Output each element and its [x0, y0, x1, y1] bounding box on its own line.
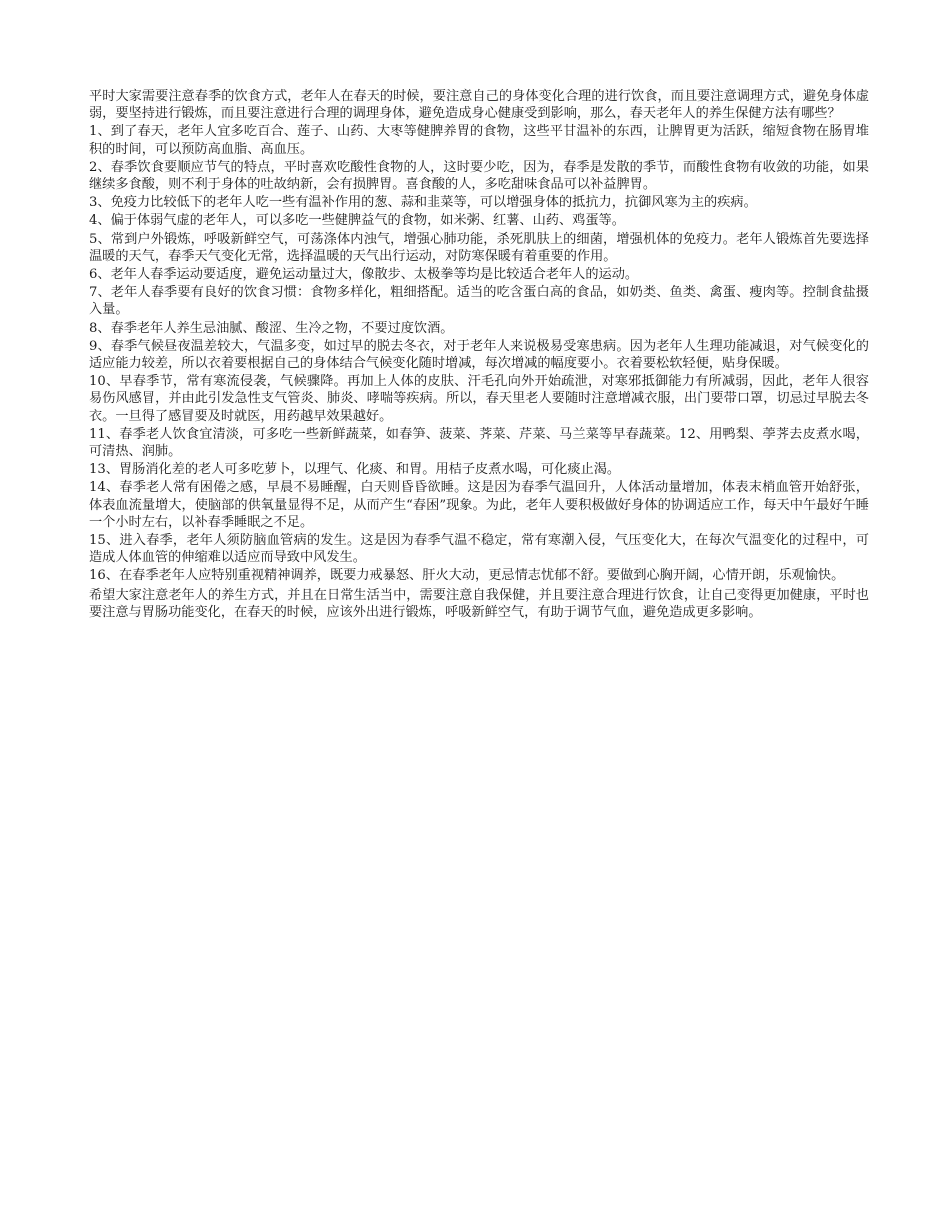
list-item-16: 16、在春季老年人应特别重视精神调养，既要力戒暴怒、肝火大动，更忌情志忧郁不舒。要做到心胸开阔，心情开朗，乐观愉快。	[89, 568, 845, 584]
list-item-4: 4、偏于体弱气虚的老年人，可以多吃一些健脾益气的食物，如米粥、红薯、山药、鸡蛋等。	[89, 213, 625, 229]
list-item-7: 7、老年人春季要有良好的饮食习惯：食物多样化，粗细搭配。适当的吃含蛋白高的食品，如奶类、鱼类、禽蛋、瘦肉等。控制食盐摄入量。	[89, 285, 869, 318]
list-item-8: 8、春季老年人养生忌油腻、酸涩、生冷之物，不要过度饮酒。	[89, 320, 454, 336]
closing-paragraph: 希望大家注意老年人的养生方式，并且在日常生活当中，需要注意自我保健，并且要注意合理进行饮食，让自己变得更加健康，平时也要注意与胃肠功能变化，在春天的时候，应该外出进行锻炼，呼吸新鲜空气，有助于调节气血，避免造成更多影响。	[89, 587, 869, 620]
list-item-11-12: 11、春季老人饮食宜清淡，可多吃一些新鲜蔬菜，如春笋、菠菜、荠菜、芹菜、马兰菜等早春蔬菜。12、用鸭梨、荸荠去皮煮水喝，可清热、润肺。	[89, 426, 869, 460]
list-item-15: 15、进入春季，老年人须防脑血管病的发生。这是因为春季气温不稳定，常有寒潮入侵，气压变化大，在每次气温变化的过程中，可造成人体血管的伸缩难以适应而导致中风发生。	[89, 533, 869, 566]
list-item-3: 3、免疫力比较低下的老年人吃一些有温补作用的葱、蒜和韭菜等，可以增强身体的抵抗力，抗御风寒为主的疾病。	[89, 195, 757, 211]
list-item-14: 14、春季老人常有困倦之感，早晨不易睡醒，白天则昏昏欲睡。这是因为春季气温回升，人体活动量增加，体表末梢血管开始舒张，体表血流量增大，使脑部的供氧量显得不足，从而产生“春困”现象。为此，老年人要积极做好身体的协调适应工作，每天中午最好午睡一个小时左右，以补春季睡眠之不足。	[89, 480, 869, 530]
list-item-1: 1、到了春天，老年人宜多吃百合、莲子、山药、大枣等健脾养胃的食物，这些平甘温补的东西，让脾胃更为活跃，缩短食物在肠胃堆积的时间，可以预防高血脂、高血压。	[89, 124, 869, 157]
list-item-9: 9、春季气候昼夜温差较大，气温多变，如过早的脱去冬衣，对于老年人来说极易受寒患病。因为老年人生理功能减退，对气候变化的适应能力较差，所以衣着要根据自己的身体结合气候变化随时增减，每次增减的幅度要小。衣着要松软轻便，贴身保暖。	[89, 338, 869, 372]
list-item-6: 6、老年人春季运动要适度，避免运动量过大，像散步、太极拳等均是比较适合老年人的运动。	[89, 267, 639, 283]
list-item-2: 2、春季饮食要顺应节气的特点，平时喜欢吃酸性食物的人，这时要少吃，因为，春季是发散的季节，而酸性食物有收敛的功能，如果继续多食酸，则不利于身体的吐故纳新，会有损脾胃。喜食酸的人，多吃甜味食品可以补益脾胃。	[89, 159, 869, 193]
list-item-10: 10、早春季节，常有寒流侵袭，气候骤降。再加上人体的皮肤、汗毛孔向外开始疏泄，对寒邪抵御能力有所减弱，因此，老年人很容易伤风感冒，并由此引发急性支气管炎、肺炎、哮喘等疾病。所以，春天里老人要随时注意增减衣服，出门要带口罩，切忌过早脱去冬衣。一旦得了感冒要及时就医，用药越早效果越好。	[89, 374, 869, 424]
list-item-13: 13、胃肠消化差的老人可多吃萝卜，以理气、化痰、和胃。用桔子皮煮水喝，可化痰止渴。	[89, 462, 621, 478]
list-item-5: 5、常到户外锻炼，呼吸新鲜空气，可荡涤体内浊气，增强心肺功能，杀死肌肤上的细菌，增强机体的免疫力。老年人锻炼首先要选择温暖的天气，春季天气变化无常，选择温暖的天气出行运动，对防寒保暖有着重要的作用。	[89, 231, 869, 264]
intro-paragraph: 平时大家需要注意春季的饮食方式，老年人在春天的时候，要注意自己的身体变化合理的进行饮食，而且要注意调理方式，避免身体虚弱，要坚持进行锻炼，而且要注意进行合理的调理身体，避免造成身心健康受到影响，那么，春天老年人的养生保健方法有哪些？	[89, 89, 869, 122]
document-body	[89, 88, 869, 622]
